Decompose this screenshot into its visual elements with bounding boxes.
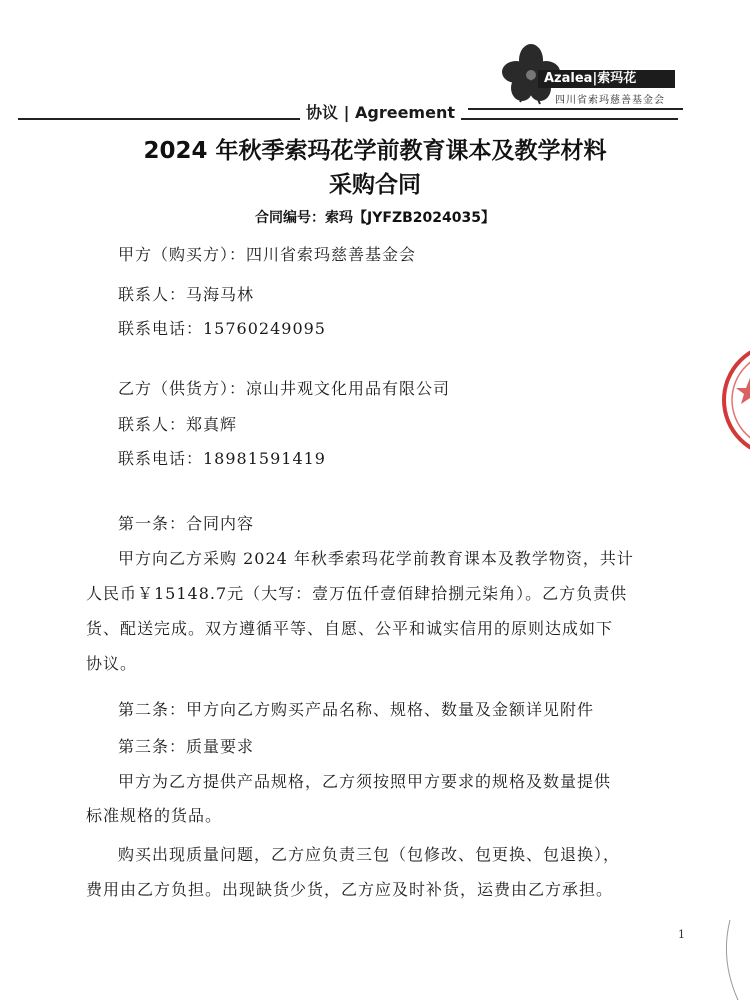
logo-subtitle: 四川省索玛慈善基金会 xyxy=(555,95,665,106)
header-tag xyxy=(300,100,469,124)
seal-stamp-icon xyxy=(720,320,750,480)
article-1-line3: 货、配送完成。双方遵循平等、自愿、公平和诚实信用的原则达成如下 xyxy=(86,619,614,638)
party-b-contact: 联系人：郑真辉 xyxy=(118,415,238,434)
party-a-label: 甲方（购买方）：四川省索玛慈善基金会 xyxy=(118,245,417,264)
article-1-line1: 甲方向乙方采购 2024 年秋季索玛花学前教育课本及教学物资，共计 xyxy=(118,549,634,568)
logo-label: Azalea|索玛花 xyxy=(538,70,675,88)
party-b-label: 乙方（供货方）：凉山井观文化用品有限公司 xyxy=(118,379,451,398)
article-3-line4: 费用由乙方负担。出现缺货少货，乙方应及时补货，运费由乙方承担。 xyxy=(86,880,614,899)
contract-number: 合同编号：索玛【JYFZB2024035】 xyxy=(255,210,495,226)
header-rule-upper xyxy=(468,108,683,110)
article-3-line2: 标准规格的货品。 xyxy=(86,806,223,825)
article-2-heading: 第二条：甲方向乙方购买产品名称、规格、数量及金额详见附件 xyxy=(118,700,595,719)
party-b-phone: 联系电话：18981591419 xyxy=(118,449,326,468)
page-curl-shadow xyxy=(690,920,740,1000)
article-1-line4: 协议。 xyxy=(86,654,138,673)
header-tag-text: 协议 | Agreement xyxy=(300,103,461,122)
page-number: 1 xyxy=(678,928,685,941)
article-3-line1: 甲方为乙方提供产品规格，乙方须按照甲方要求的规格及数量提供 xyxy=(118,772,612,791)
document-title-line1: 2024 年秋季索玛花学前教育课本及教学材料 xyxy=(143,138,607,164)
document-title-line2: 采购合同 xyxy=(329,172,421,198)
party-a-contact: 联系人：马海马林 xyxy=(118,285,255,304)
party-a-phone: 联系电话：15760249095 xyxy=(118,319,326,338)
article-1-heading: 第一条：合同内容 xyxy=(118,514,255,533)
article-1-line2: 人民币￥15148.7元（大写：壹万伍仟壹佰肆拾捌元柒角）。乙方负责供 xyxy=(86,584,628,603)
article-3-heading: 第三条：质量要求 xyxy=(118,737,255,756)
article-3-line3: 购买出现质量问题，乙方应负责三包（包修改、包更换、包退换）， xyxy=(118,845,621,864)
